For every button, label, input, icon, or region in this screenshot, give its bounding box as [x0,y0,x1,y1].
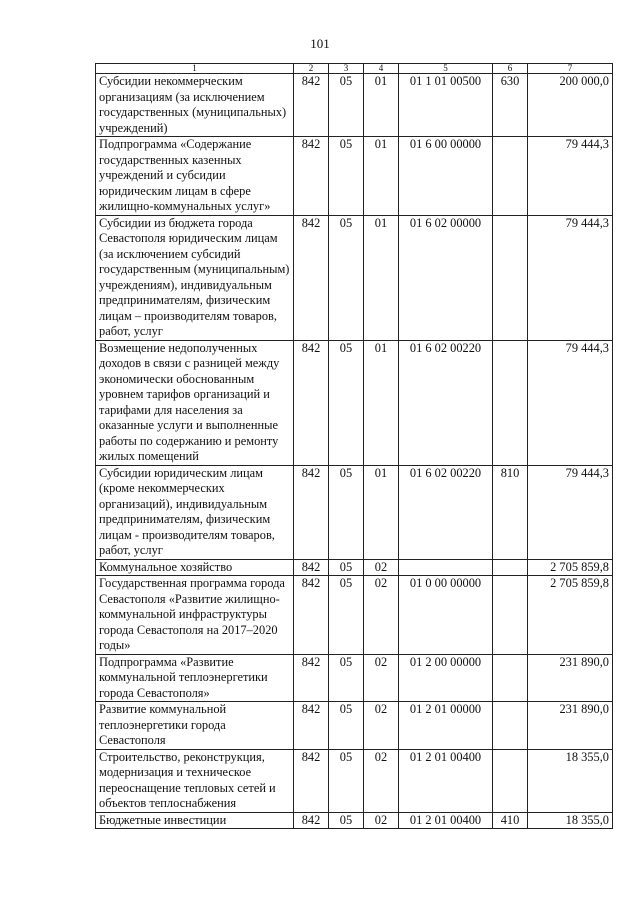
row-name-cell: Субсидии из бюджета города Севастополя юридическим лицам (за исключением субсидий государственным (муниципальным) учреждениям), индивидуальным предпринимателям, физическим лицам – производителям товаров, работ, услуг [96,215,294,340]
target-article-cell [399,559,493,576]
department-code-cell: 842 [294,702,329,750]
amount-cell: 2 705 859,8 [528,559,613,576]
amount-cell: 200 000,0 [528,74,613,137]
expense-type-cell [493,559,528,576]
expense-type-cell [493,702,528,750]
expense-type-cell: 410 [493,812,528,829]
section-code-cell: 05 [329,74,364,137]
table-row [96,576,613,655]
department-code-cell: 842 [294,340,329,465]
target-article-cell: 01 2 01 00400 [399,749,493,812]
section-code-cell: 05 [329,215,364,340]
section-code-cell: 05 [329,812,364,829]
subsection-code-cell: 01 [364,137,399,216]
row-name-cell: Государственная программа города Севастополя «Развитие жилищно-коммунальной инфраструктуры города Севастополя на 2017–2020 годы» [96,576,294,655]
table-row [96,74,613,137]
expense-type-cell [493,576,528,655]
expense-type-cell [493,137,528,216]
table-row [96,137,613,216]
column-number: 4 [364,64,399,74]
section-code-cell: 05 [329,559,364,576]
table-row [96,559,613,576]
amount-cell: 231 890,0 [528,654,613,702]
section-code-cell: 05 [329,749,364,812]
target-article-cell: 01 6 02 00000 [399,215,493,340]
amount-cell: 79 444,3 [528,340,613,465]
budget-table [95,63,613,829]
department-code-cell: 842 [294,137,329,216]
amount-cell: 18 355,0 [528,749,613,812]
department-code-cell: 842 [294,559,329,576]
row-name-cell: Строительство, реконструкция, модернизация и техническое переоснащение тепловых сетей и объектов теплоснабжения [96,749,294,812]
expense-type-cell: 810 [493,465,528,559]
column-number: 1 [96,64,294,74]
target-article-cell: 01 2 00 00000 [399,654,493,702]
department-code-cell: 842 [294,465,329,559]
row-name-cell: Возмещение недополученных доходов в связи с разницей между экономически обоснованным уровнем тарифов организаций и тарифами для населения за оказанные услуги и выполненные работы по содержанию и ремонту жилых помещений [96,340,294,465]
expense-type-cell [493,340,528,465]
expense-type-cell [493,215,528,340]
column-number: 6 [493,64,528,74]
table-row [96,654,613,702]
amount-cell: 2 705 859,8 [528,576,613,655]
target-article-cell: 01 2 01 00400 [399,812,493,829]
row-name-cell: Подпрограмма «Содержание государственных казенных учреждений и субсидии юридическим лицам в сфере жилищно-коммунальных услуг» [96,137,294,216]
section-code-cell: 05 [329,137,364,216]
department-code-cell: 842 [294,576,329,655]
subsection-code-cell: 02 [364,812,399,829]
amount-cell: 79 444,3 [528,137,613,216]
subsection-code-cell: 02 [364,654,399,702]
section-code-cell: 05 [329,340,364,465]
subsection-code-cell: 02 [364,576,399,655]
table-row [96,215,613,340]
row-name-cell: Субсидии некоммерческим организациям (за исключением государственных (муниципальных) учреждений) [96,74,294,137]
target-article-cell: 01 6 00 00000 [399,137,493,216]
subsection-code-cell: 01 [364,340,399,465]
amount-cell: 79 444,3 [528,465,613,559]
amount-cell: 79 444,3 [528,215,613,340]
row-name-cell: Развитие коммунальной теплоэнергетики города Севастополя [96,702,294,750]
expense-type-cell [493,654,528,702]
table-row [96,749,613,812]
column-number: 2 [294,64,329,74]
subsection-code-cell: 02 [364,559,399,576]
table-row [96,812,613,829]
row-name-cell: Субсидии юридическим лицам (кроме некоммерческих организаций), индивидуальным предпринимателям, физическим лицам - производителям товаров, работ, услуг [96,465,294,559]
target-article-cell: 01 6 02 00220 [399,340,493,465]
target-article-cell: 01 0 00 00000 [399,576,493,655]
row-name-cell: Бюджетные инвестиции [96,812,294,829]
column-number: 5 [399,64,493,74]
column-number-row [96,64,613,74]
subsection-code-cell: 01 [364,465,399,559]
target-article-cell: 01 2 01 00000 [399,702,493,750]
expense-type-cell [493,749,528,812]
table-row [96,465,613,559]
amount-cell: 231 890,0 [528,702,613,750]
department-code-cell: 842 [294,812,329,829]
section-code-cell: 05 [329,702,364,750]
subsection-code-cell: 01 [364,74,399,137]
section-code-cell: 05 [329,465,364,559]
department-code-cell: 842 [294,749,329,812]
target-article-cell: 01 6 02 00220 [399,465,493,559]
column-number: 3 [329,64,364,74]
section-code-cell: 05 [329,576,364,655]
page-number: 101 [310,36,330,51]
expense-type-cell: 630 [493,74,528,137]
department-code-cell: 842 [294,74,329,137]
amount-cell: 18 355,0 [528,812,613,829]
table-row [96,340,613,465]
subsection-code-cell: 02 [364,749,399,812]
target-article-cell: 01 1 01 00500 [399,74,493,137]
department-code-cell: 842 [294,654,329,702]
table-row [96,702,613,750]
subsection-code-cell: 02 [364,702,399,750]
column-number: 7 [528,64,613,74]
row-name-cell: Подпрограмма «Развитие коммунальной теплоэнергетики города Севастополя» [96,654,294,702]
row-name-cell: Коммунальное хозяйство [96,559,294,576]
section-code-cell: 05 [329,654,364,702]
department-code-cell: 842 [294,215,329,340]
subsection-code-cell: 01 [364,215,399,340]
